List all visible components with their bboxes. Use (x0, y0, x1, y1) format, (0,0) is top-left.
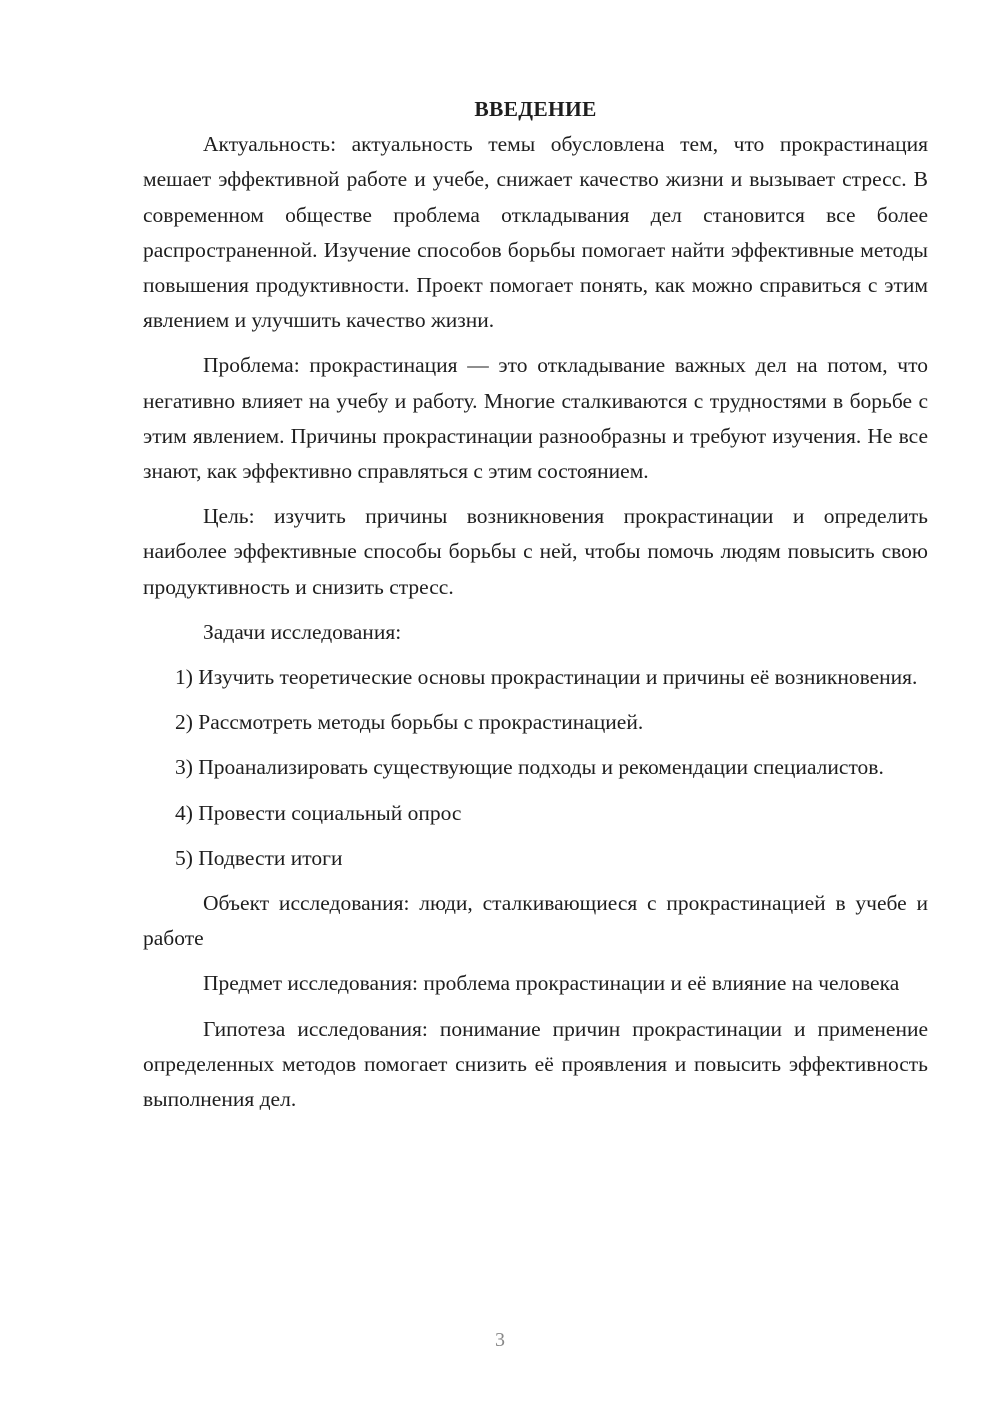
document-page (143, 92, 928, 1127)
task-item: 1) Изучить теоретические основы прокрастинации и причины её возникновения. (175, 665, 918, 690)
task-item: 2) Рассмотреть методы борьбы с прокрастинацией. (175, 710, 644, 735)
section-title: ВВЕДЕНИЕ (474, 97, 597, 121)
page-number: 3 (495, 1329, 505, 1351)
task-item: 4) Провести социальный опрос (175, 800, 462, 825)
paragraph-subject: Предмет исследования: проблема прокрастинации и её влияние на человека (203, 971, 900, 996)
paragraph-object: Объект исследования: люди, сталкивающиеся с прокрастинацией в учебе и работе (143, 891, 928, 951)
paragraph-relevance: Актуальность: актуальность темы обусловлена тем, что прокрастинация мешает эффективной работе и учебе, снижает качество жизни и вызывает стресс. В современном обществе проблема откладывания дел становится все более распространенной. Изучение способов борьбы помогает найти эффективные методы повышения продуктивности. Проект помогает понять, как можно справиться с этим явлением и улучшить качество жизни. (143, 132, 928, 333)
paragraph-hypothesis: Гипотеза исследования: понимание причин прокрастинации и применение определенных методов помогает снизить её проявления и повысить эффективность выполнения дел. (143, 1016, 928, 1112)
tasks-heading: Задачи исследования: (203, 619, 402, 644)
task-item: 3) Проанализировать существующие подходы и рекомендации специалистов. (175, 755, 884, 780)
task-item: 5) Подвести итоги (175, 845, 343, 870)
paragraph-problem: Проблема: прокрастинация — это откладывание важных дел на потом, что негативно влияет на учебу и работу. Многие сталкиваются с трудностями в борьбе с этим явлением. Причины прокрастинации разнообразны и требуют изучения. Не все знают, как эффективно справляться с этим состоянием. (143, 353, 928, 484)
paragraph-goal: Цель: изучить причины возникновения прокрастинации и определить наиболее эффективные способы борьбы с ней, чтобы помочь людям повысить свою продуктивность и снизить стресс. (143, 504, 928, 599)
